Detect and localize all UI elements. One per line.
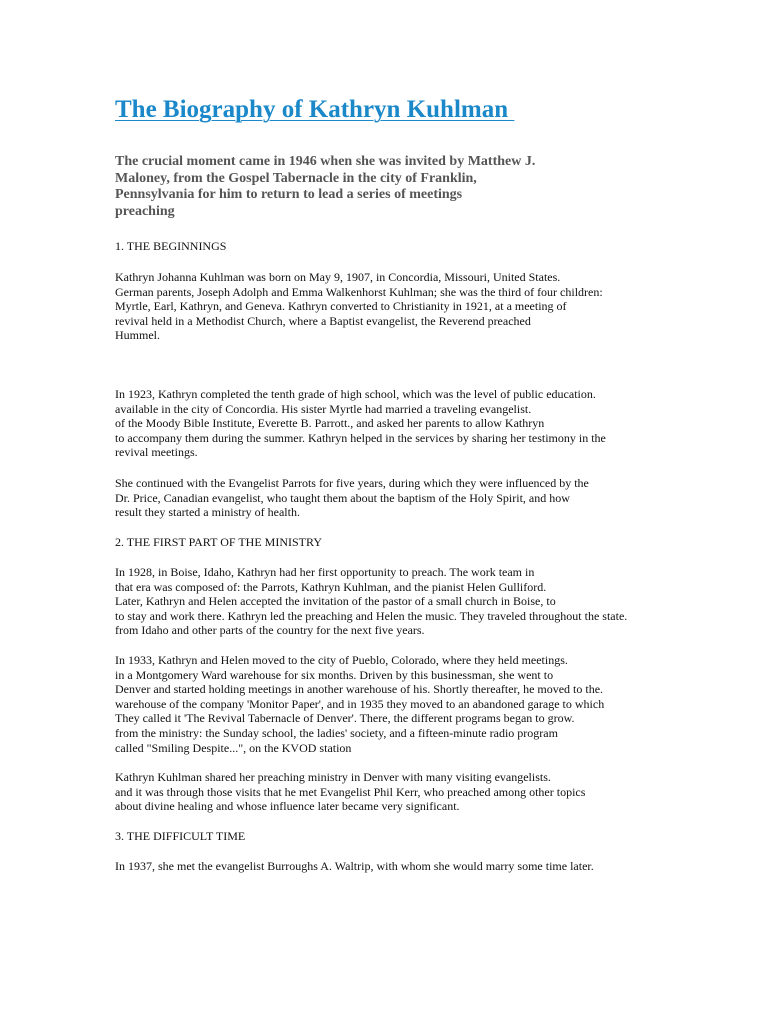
paragraph-line: result they started a ministry of health. [115, 505, 300, 520]
paragraph-line: She continued with the Evangelist Parrots for five years, during which they were influenced by the [115, 476, 589, 490]
paragraph-1933 [115, 653, 604, 755]
paragraph-line: German parents, Joseph Adolph and Emma Walkenhorst Kuhlman; she was the third of four children: [115, 284, 603, 299]
subtitle-block [115, 154, 555, 220]
subtitle-line: preaching [115, 203, 175, 219]
subtitle-line: Pennsylvania for him to return to lead a series of meetings [115, 187, 463, 202]
subtitle-line: Maloney, from the Gospel Tabernacle in the city of Franklin, [115, 170, 477, 186]
paragraph-line: Dr. Price, Canadian evangelist, who taught them about the baptism of the Holy Spirit, and how [115, 490, 570, 505]
paragraph-line: about divine healing and whose influence later became very significant. [115, 799, 460, 814]
paragraph-line: to stay and work there. Kathryn led the preaching and Helen the music. They traveled throughout the state. [115, 608, 628, 623]
section-heading-beginnings: 1. THE BEGINNINGS [115, 239, 227, 253]
paragraph-line: warehouse of the company 'Monitor Paper', and in 1935 they moved to an abandoned garage to which [115, 696, 605, 711]
paragraph-line: In 1937, she met the evangelist Burroughs A. Waltrip, with whom she would marry some time later. [115, 859, 594, 873]
subtitle-line: The crucial moment came in 1946 when she was invited by Matthew J. [115, 154, 536, 169]
paragraph-line: Kathryn Johanna Kuhlman was born on May 9, 1907, in Concordia, Missouri, United States. [115, 270, 561, 284]
paragraph-line: Kathryn Kuhlman shared her preaching ministry in Denver with many visiting evangelists. [115, 770, 551, 784]
section-heading-difficult-time: 3. THE DIFFICULT TIME [115, 829, 246, 843]
paragraph-line: revival held in a Methodist Church, where a Baptist evangelist, the Reverend preached [115, 313, 531, 328]
paragraph-1928 [115, 565, 627, 638]
paragraph-line: Denver and started holding meetings in another warehouse of his. Shortly thereafter, he moved to the. [115, 682, 604, 697]
paragraph-line: Myrtle, Earl, Kathryn, and Geneva. Kathryn converted to Christianity in 1921, at a meeting of [115, 299, 567, 314]
paragraph-parrots [115, 476, 589, 520]
paragraph-line: in a Montgomery Ward warehouse for six months. Driven by this businessman, she went to [115, 667, 554, 682]
paragraph-line: In 1928, in Boise, Idaho, Kathryn had her first opportunity to preach. The work team in [115, 565, 535, 579]
paragraph-line: In 1933, Kathryn and Helen moved to the city of Pueblo, Colorado, where they held meetings. [115, 653, 568, 667]
paragraph-1937 [115, 859, 594, 874]
paragraph-line: of the Moody Bible Institute, Everette B. Parrott., and asked her parents to allow Kathryn [115, 416, 545, 431]
paragraph-line: available in the city of Concordia. His sister Myrtle had married a traveling evangelist. [115, 401, 532, 416]
paragraph-line: Hummel. [115, 328, 160, 343]
paragraph-line: They called it 'The Revival Tabernacle of Denver'. There, the different programs began to grow. [115, 711, 575, 726]
paragraph-line: and it was through those visits that he met Evangelist Phil Kerr, who preached among other topics [115, 784, 586, 799]
paragraph-denver [115, 770, 585, 814]
paragraph-line: In 1923, Kathryn completed the tenth grade of high school, which was the level of public education. [115, 387, 596, 401]
page-title-link[interactable]: The Biography of Kathryn Kuhlman [115, 96, 515, 123]
paragraph-line: from Idaho and other parts of the country for the next five years. [115, 623, 425, 638]
paragraph-line: revival meetings. [115, 445, 198, 460]
paragraph-line: from the ministry: the Sunday school, the ladies' society, and a fifteen-minute radio program [115, 725, 558, 740]
paragraph-birth [115, 270, 603, 343]
paragraph-line: that era was composed of: the Parrots, Kathryn Kuhlman, and the pianist Helen Gulliford. [115, 579, 547, 594]
paragraph-line: to accompany them during the summer. Kathryn helped in the services by sharing her testimony in the [115, 430, 606, 445]
section-heading-first-part: 2. THE FIRST PART OF THE MINISTRY [115, 535, 322, 549]
paragraph-1923 [115, 387, 606, 460]
paragraph-line: called "Smiling Despite...", on the KVOD station [115, 740, 352, 755]
paragraph-line: Later, Kathryn and Helen accepted the invitation of the pastor of a small church in Boise, to [115, 594, 556, 609]
